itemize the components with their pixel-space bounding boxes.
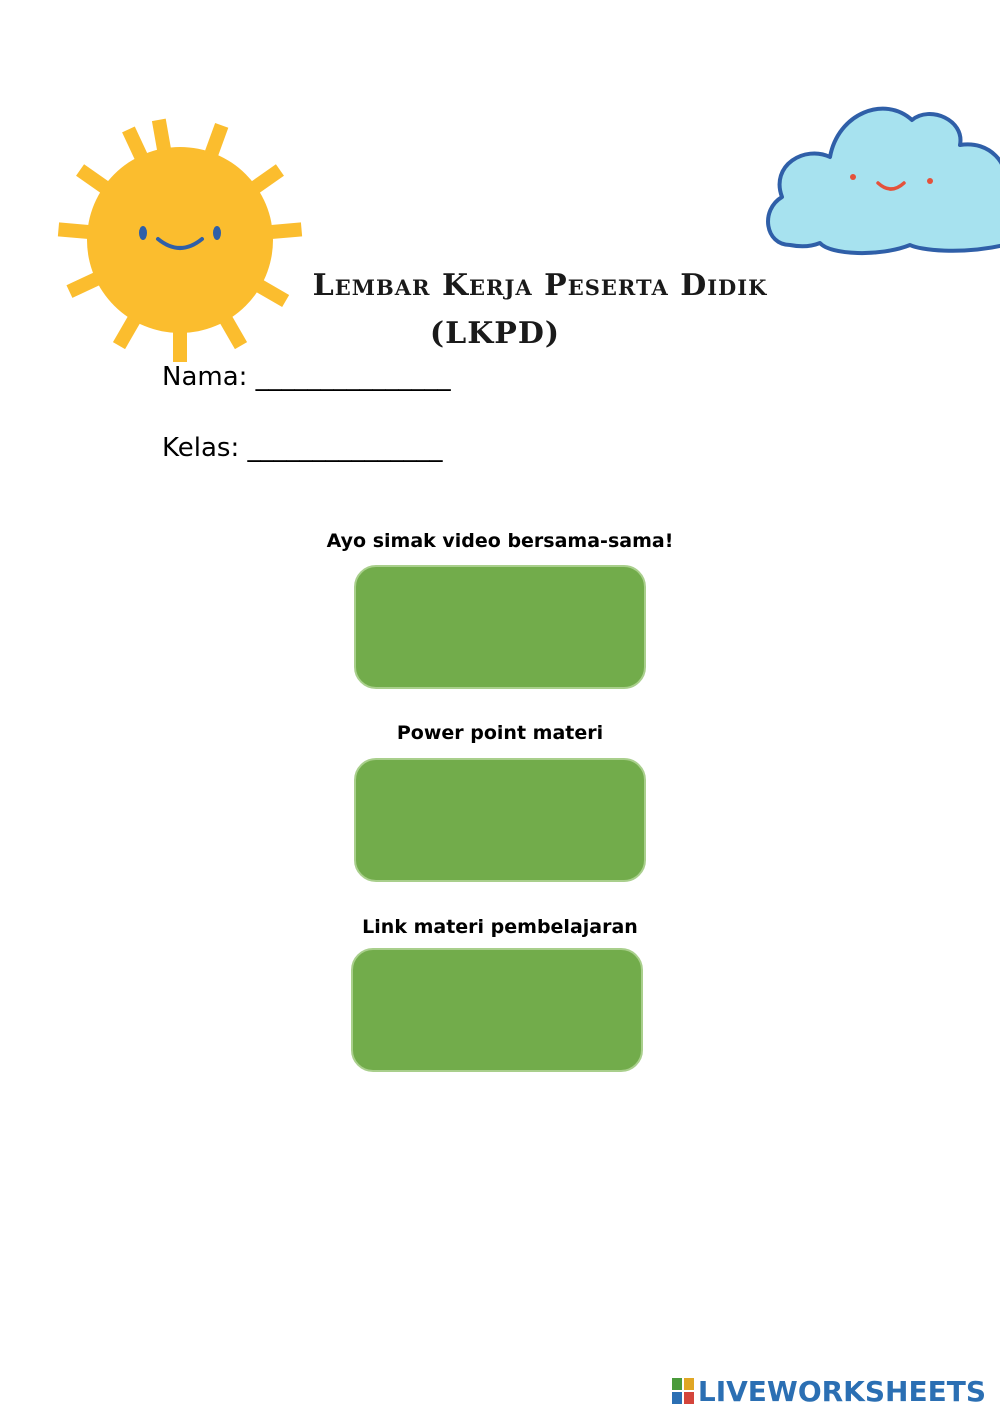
brand-name: LIVEWORKSHEETS xyxy=(697,1374,986,1408)
name-field[interactable]: Nama: _______________ xyxy=(162,362,451,392)
class-field[interactable]: Kelas: _______________ xyxy=(162,433,443,463)
worksheet-subtitle: (LKPD) xyxy=(429,316,561,351)
powerpoint-section-label: Power point materi xyxy=(396,722,604,744)
video-section-label: Ayo simak video bersama-sama! xyxy=(326,530,674,552)
cloud-icon xyxy=(760,95,1000,265)
video-link-button[interactable] xyxy=(354,565,646,689)
worksheet-title: Lembar Kerja Peserta Didik xyxy=(312,268,768,303)
material-link-button[interactable] xyxy=(351,948,643,1072)
liveworksheets-logo-icon xyxy=(672,1378,694,1404)
material-section-label: Link materi pembelajaran xyxy=(362,916,638,938)
powerpoint-link-button[interactable] xyxy=(354,758,646,882)
liveworksheets-brand[interactable] xyxy=(672,1373,986,1409)
